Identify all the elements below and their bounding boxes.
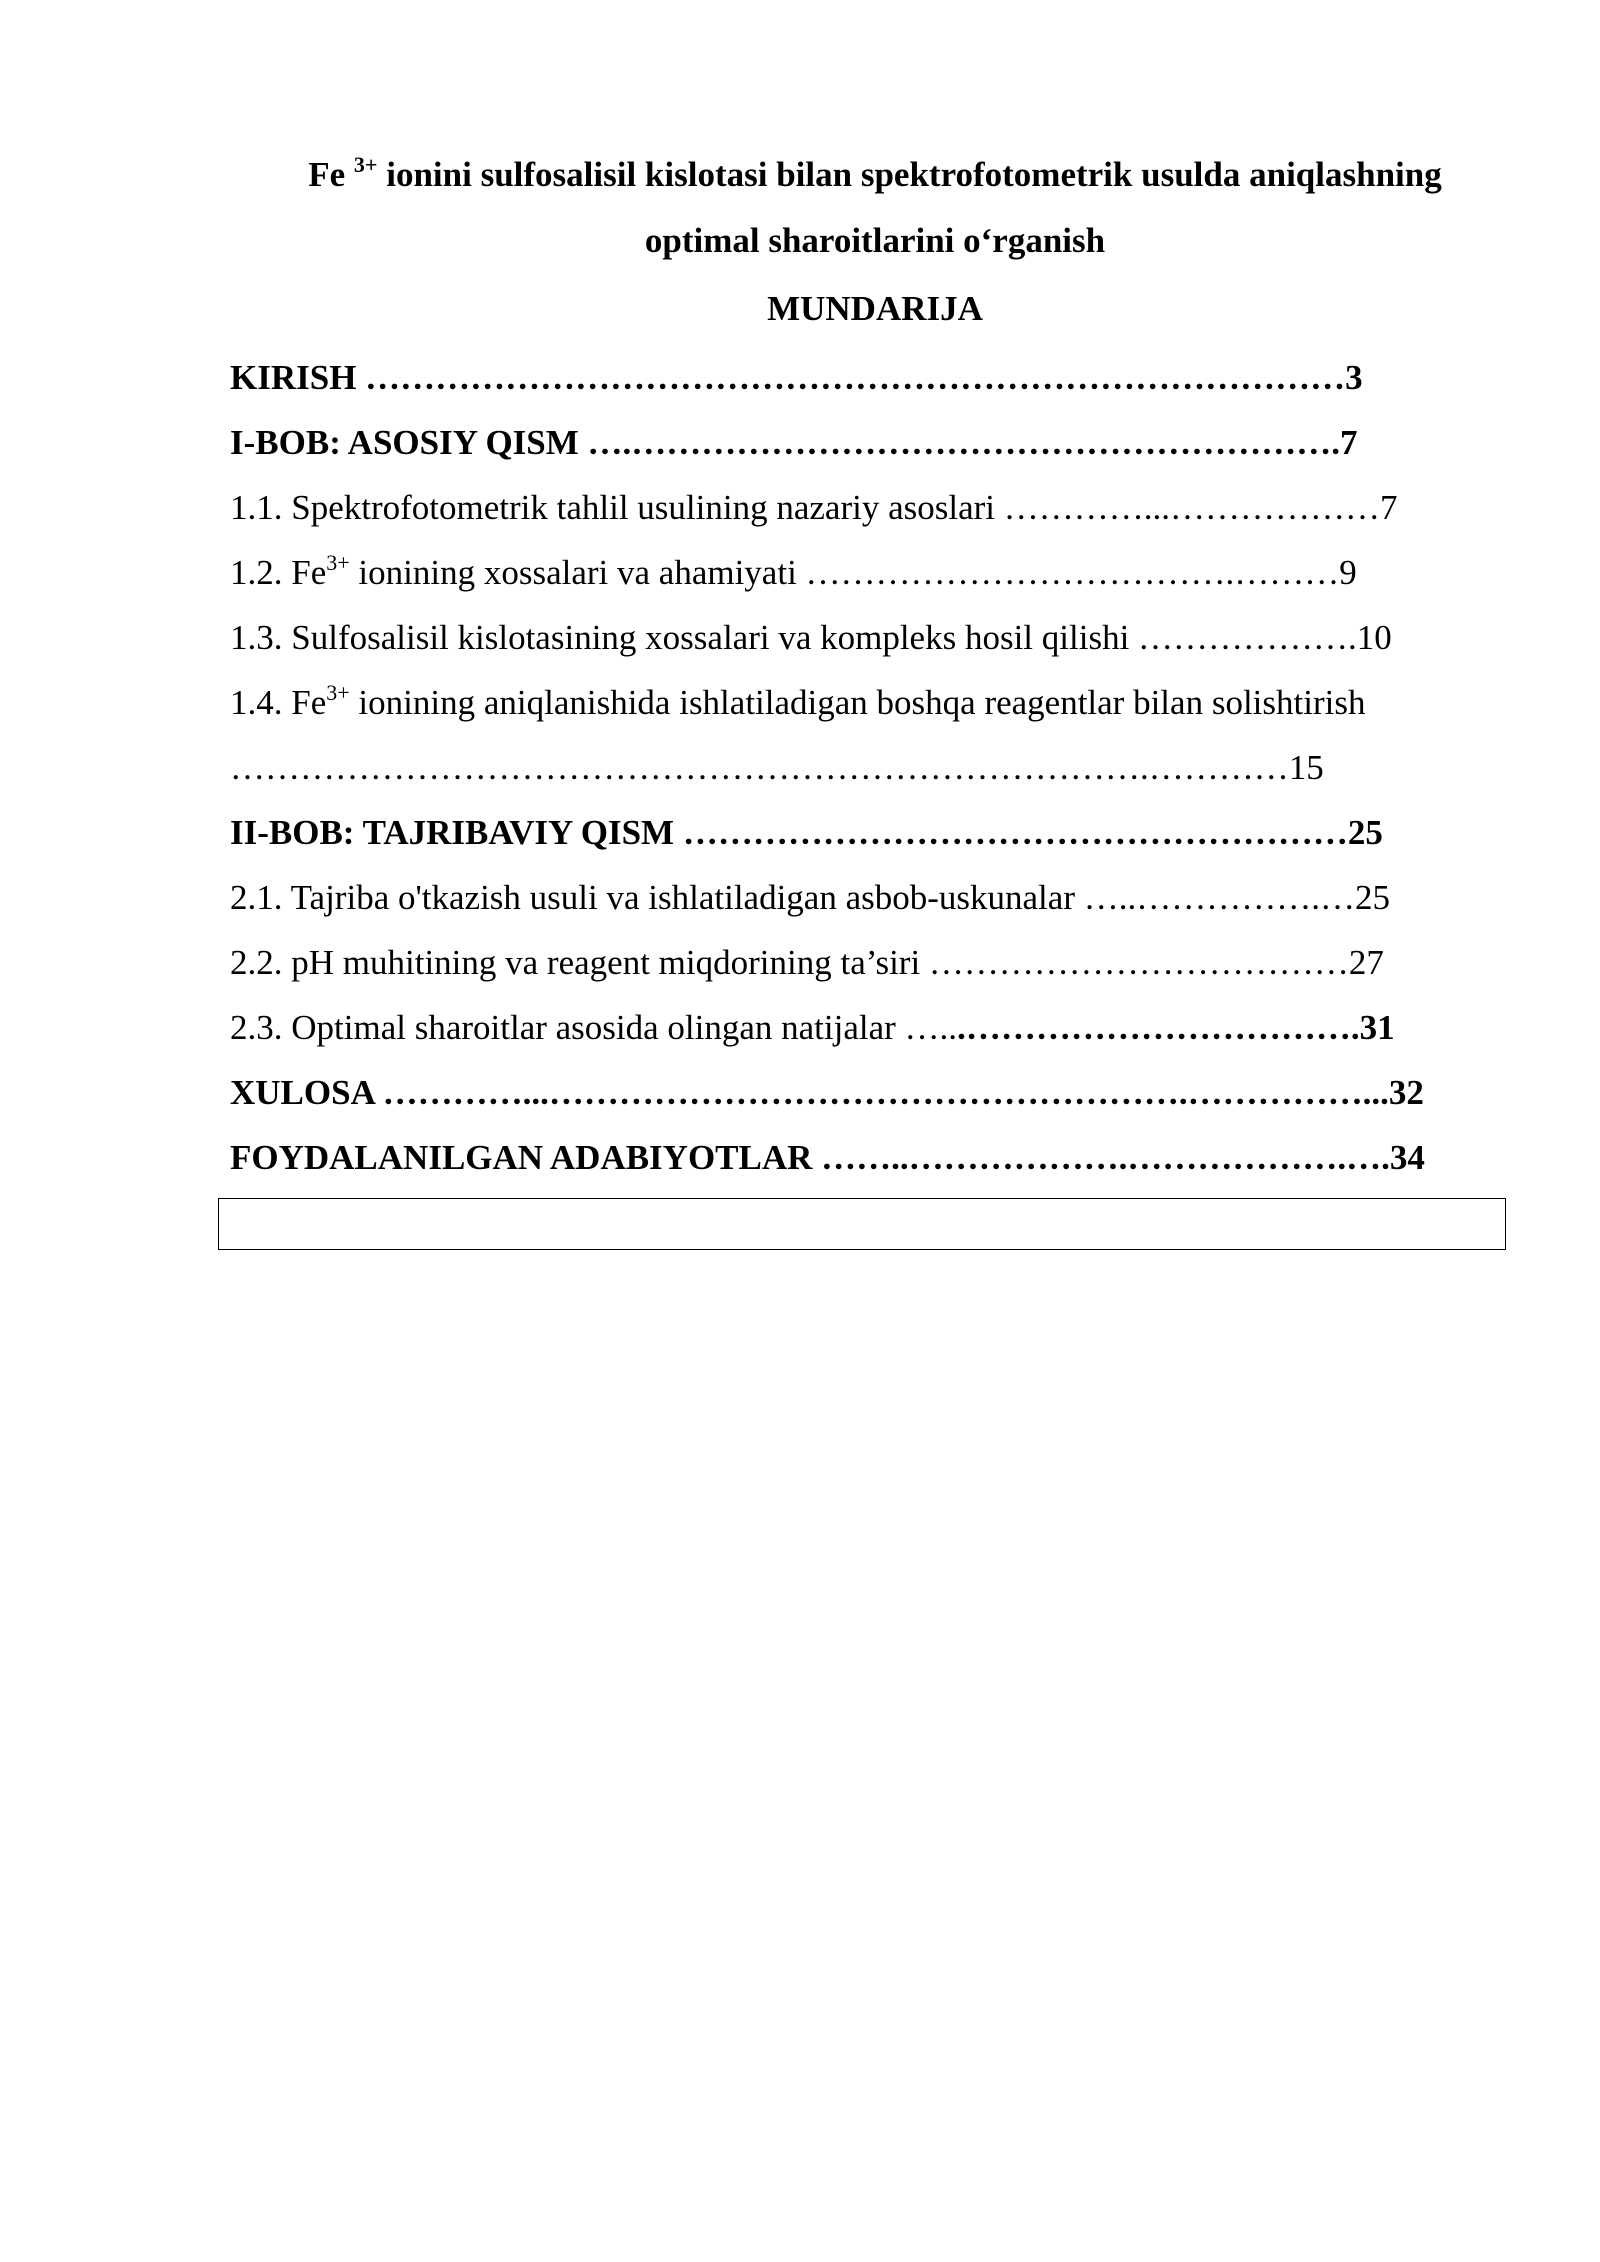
toc-entry-chapter-2[interactable]: II-BOB: TAJRIBAVIY QISM …………………………………………………25 <box>230 813 1383 852</box>
document-title <box>225 142 1525 274</box>
toc-entry-1-1[interactable]: 1.1. Spektrofotometrik tahlil usulining nazariy asoslari …………...………………7 <box>230 488 1398 527</box>
toc-entry-1-4[interactable] <box>230 670 1490 800</box>
toc-entry-2-3[interactable]: 2.3. Optimal sharoitlar asosida olingan natijalar …...…………………………….31 <box>230 1008 1395 1047</box>
toc-entry-kirish[interactable]: KIRISH …………………………………………………………………………3 <box>230 358 1363 397</box>
title-line-2: optimal sharoitlarini o‘rganish <box>644 221 1106 260</box>
empty-text-box <box>218 1198 1506 1250</box>
title-line-1: Fe $^{3+}$ ionini sulfosalisil kislotasi bilan spektrofotometrik usulda aniqlashning <box>308 152 1442 194</box>
toc-entry-1-4-line-2: …………………………………………………………………….…………15 <box>230 748 1324 787</box>
toc-heading: MUNDARIJA <box>767 289 983 328</box>
toc-entry-2-1[interactable]: 2.1. Tajriba o'tkazish usuli va ishlatiladigan asbob-uskunalar …..…………….…25 <box>230 878 1390 917</box>
toc-entry-2-2[interactable]: 2.2. pH muhitining va reagent miqdorining ta’siri ………………………………27 <box>230 943 1384 982</box>
toc-entry-xulosa[interactable]: XULOSA …………...……………………………………………….……………...32 <box>230 1073 1424 1112</box>
table-of-contents <box>230 345 1490 1190</box>
toc-entry-adabiyotlar[interactable]: FOYDALANILGAN ADABIYOTLAR ……..……………….……………….….34 <box>230 1138 1425 1177</box>
toc-entry-chapter-1[interactable]: I-BOB: ASOSIY QISM ….…………………………………………………….7 <box>230 423 1358 462</box>
toc-entry-1-2[interactable]: 1.2. $Fe^{3+}$ ionining xossalari va ahamiyati ……………………………….………9 <box>230 550 1357 592</box>
toc-entry-1-4-line-1: 1.4. $Fe^{3+}$ ionining aniqlanishida ishlatiladigan boshqa reagentlar bilan solishtirish <box>230 680 1366 722</box>
toc-entry-1-3[interactable]: 1.3. Sulfosalisil kislotasining xossalari va kompleks hosil qilishi ……………….10 <box>230 618 1392 657</box>
